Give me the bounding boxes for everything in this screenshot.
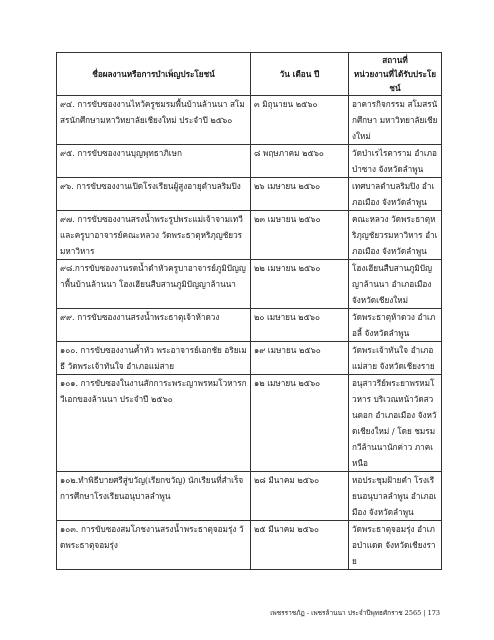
cell-place: วัดป่าเรไรตาราม อำเภอป่าซาง จังหวัดลำพูน — [349, 145, 442, 178]
header-activity: ชื่อผลงานหรือการบำเพ็ญประโยชน์ — [57, 53, 251, 96]
cell-activity: ๑๐๐. การขับซองงานค้ำหัว พระอาจารย์เอกชัย อริยเมธี วัดพระเจ้าทันใจ อำเภอแม่สาย — [57, 342, 251, 375]
cell-date: ๒๒ เมษายน ๒๕๖๐ — [251, 260, 349, 309]
cell-date: ๒๖ เมษายน ๒๕๖๐ — [251, 178, 349, 211]
table-row — [57, 309, 442, 342]
page-footer — [200, 609, 440, 618]
cell-date: ๒๘ มีนาคม ๒๕๖๐ — [251, 472, 349, 521]
page-number: 173 — [427, 609, 440, 617]
cell-date: ๑๙ เมษายน ๒๕๖๐ — [251, 342, 349, 375]
cell-date: ๒๐ เมษายน ๒๕๖๐ — [251, 309, 349, 342]
table-row — [57, 521, 442, 570]
table-row — [57, 342, 442, 375]
cell-place: หอประชุมฝ้ายคำ โรงเรียนอนุบาลลำพูน อำเภอเมือง จังหวัดลำพูน — [349, 472, 442, 521]
cell-date: ๒๕ มีนาคม ๒๕๖๐ — [251, 521, 349, 570]
cell-date: ๓ มิถุนายน ๒๕๖๐ — [251, 96, 349, 145]
cell-activity: ๑๐๑. การขับซองในงานสักการะพระญาพรหมโวหารกวีเอกของล้านนา ประจำปี ๒๕๖๐ — [57, 375, 251, 472]
cell-activity: ๙๗. การขับซองงานสรงน้ำพระรูปพระแม่เจ้าจามเทวีและครูบาอาจารย์คณะหลวง วัดพระธาตุหริภุญชัยวรมหาวิหาร — [57, 211, 251, 260]
cell-date: ๘ พฤษภาคม ๒๕๖๐ — [251, 145, 349, 178]
cell-activity: ๙๙. การขับซองงานสรงน้ำพระธาตุเจ้าห้าดวง — [57, 309, 251, 342]
cell-place: เทศบาลตำบลริมปิง อำเภอเมือง จังหวัดลำพูน — [349, 178, 442, 211]
cell-place: อาคารกิจกรรม สโมสรนักศึกษา มหาวิทยาลัยเชียงใหม่ — [349, 96, 442, 145]
cell-activity: ๙๕. การขับซองงานบุญพุทธาภิเษก — [57, 145, 251, 178]
cell-place: วัดพระธาตุจอมรุ่ง อำเภอป่าแดด จังหวัดเชียงราย — [349, 521, 442, 570]
table-header-row — [57, 53, 442, 96]
footer-separator: | — [423, 609, 428, 617]
table-row — [57, 375, 442, 472]
cell-place: วัดพระเจ้าทันใจ อำเภอแม่สาย จังหวัดเชียงราย — [349, 342, 442, 375]
table-row — [57, 145, 442, 178]
cell-activity: ๙๔. การขับซองงานไหว้ครูชมรมพื้นบ้านล้านนา สโมสรนักศึกษามหาวิทยาลัยเชียงใหม่ ประจำปี ๒๕๖๐ — [57, 96, 251, 145]
footer-text: เพชรราชภัฏ - เพชรล้านนา ประจำปีพุทธศักราช 2565 — [270, 609, 422, 617]
award-activities-table — [56, 52, 442, 570]
cell-place: โฮงเฮียนสืบสานภูมิปัญญาล้านนา อำเภอเมือง จังหวัดเชียงใหม่ — [349, 260, 442, 309]
cell-activity: ๙๖. การขับซองงานเปิดโรงเรียนผู้สูงอายุตำบลริมปิง — [57, 178, 251, 211]
cell-place: อนุสาวรีย์พระยาพรหมโวหาร บริเวณหน้าวัดสวนดอก อำเภอเมือง จังหวัดเชียงใหม่ / โดย ชมรมกวีล้านนานักค่าว ภาคเหนือ — [349, 375, 442, 472]
cell-date: ๒๓ เมษายน ๒๕๖๐ — [251, 211, 349, 260]
cell-place: วัดพระธาตุห้าดวง อำเภอลี้ จังหวัดลำพูน — [349, 309, 442, 342]
cell-place: คณะหลวง วัดพระธาตุหริภุญชัยวรมหาวิหาร อำเภอเมือง จังหวัดลำพูน — [349, 211, 442, 260]
table-row — [57, 472, 442, 521]
header-date: วัน เดือน ปี — [251, 53, 349, 96]
cell-activity: ๙๘.การขับซองงานรดน้ำดำหัวครูบาอาจารย์ภูมิปัญญาพื้นบ้านล้านนา โฮงเฮียนสืบสานภูมิปัญญาล้านนา — [57, 260, 251, 309]
table-row — [57, 96, 442, 145]
table-row — [57, 178, 442, 211]
table-row — [57, 260, 442, 309]
cell-activity: ๑๐๓. การขับซองสมโภชงานสรงน้ำพระธาตุจอมรุ่ง วัดพระธาตุจอมรุ่ง — [57, 521, 251, 570]
table-row — [57, 211, 442, 260]
cell-date: ๑๒ เมษายน ๒๕๖๐ — [251, 375, 349, 472]
cell-activity: ๑๐๒.ทำพิธีบายศรีสู่ขวัญ(เรียกขวัญ) นักเรียนที่สำเร็จการศึกษาโรงเรียนอนุบาลลำพูน — [57, 472, 251, 521]
header-place: สถานที่ หน่วยงานที่ได้รับประโยชน์ — [349, 53, 442, 96]
